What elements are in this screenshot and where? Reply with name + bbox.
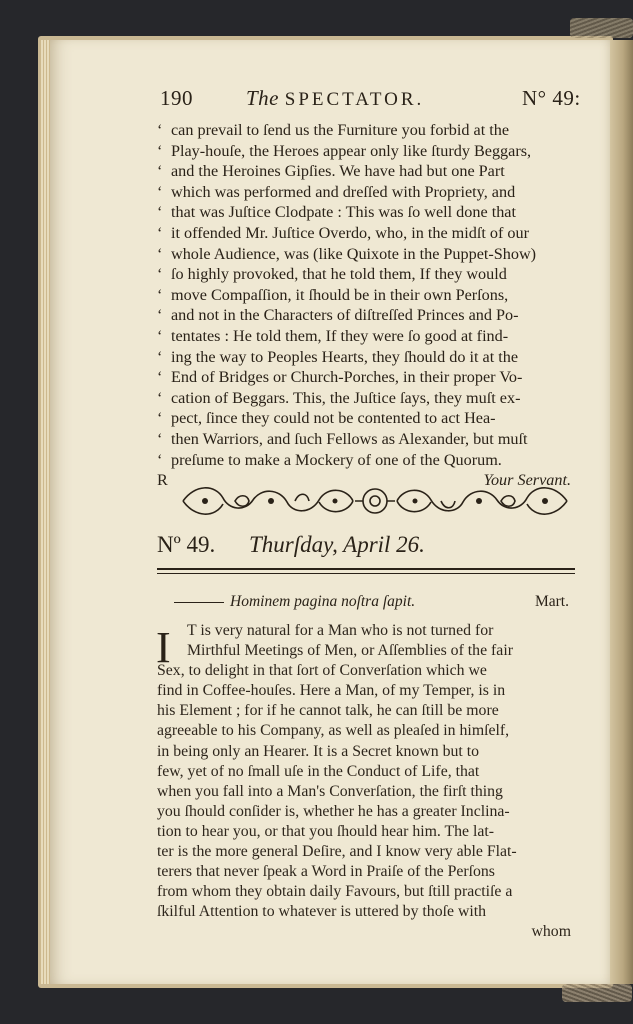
- essay-line: find in Coffee-houſes. Here a Man, of my Temper, is in: [157, 682, 506, 700]
- letter-line: ‘ can prevail to ſend us the Furniture you forbid at the: [157, 121, 510, 139]
- running-title-caps: SPECTATOR.: [284, 89, 425, 110]
- essay-line: ſkilful Attention to whatever is uttered by thoſe with: [157, 903, 487, 921]
- letter-line: ‘ tentates : He told them, If they were ſo good at find-: [157, 326, 509, 345]
- running-title: [246, 86, 424, 111]
- motto-source: Mart.: [534, 593, 569, 610]
- essay-line: T is very natural for a Man who is not turned for: [187, 622, 494, 639]
- essay-line: his Element ; for if he cannot talk, he can ſtill be more: [157, 702, 499, 720]
- letter-line: ‘ it offended Mr. Juſtice Overdo, who, in the midſt of our: [157, 223, 530, 242]
- running-title-prefix: The: [246, 86, 279, 110]
- issue-number: Nº 49.: [157, 532, 216, 557]
- drop-cap: I: [156, 623, 171, 672]
- page-edge: [608, 40, 633, 984]
- essay-line: Mirthful Meetings of Men, or Aſſemblies of the fair: [187, 642, 513, 660]
- essay-line: ter is the more general Deſire, and I know very able Flat-: [157, 843, 517, 861]
- binding-thread-top: [570, 18, 633, 38]
- letter-line: ‘ ſo highly provoked, that he told them, If they would: [157, 265, 507, 284]
- page-number: 190: [160, 86, 193, 110]
- motto-latin: Hominem pagina noſtra ſapit.: [230, 593, 416, 610]
- motto: [174, 593, 569, 611]
- essay-line: few, yet of no ſmall uſe in the Conduct of Life, that: [157, 762, 480, 780]
- letter-line: ‘ and not in the Characters of diſtreſſed Princes and Po-: [157, 306, 519, 325]
- heading-rule-thin: [157, 573, 575, 574]
- essay-text: [157, 621, 575, 943]
- letter-text: [157, 120, 583, 491]
- letter-line: ‘ Play-houſe, the Heroes appear only like ſturdy Beggars,: [157, 141, 532, 160]
- essay-line: Sex, to delight in that ſort of Converſation which we: [157, 662, 487, 680]
- letter-line: ‘ preſume to make a Mockery of one of the Quorum.: [157, 450, 502, 469]
- letter-line: ‘ move Compaſſion, it ſhould be in their own Perſons,: [157, 285, 509, 304]
- heading-rule-thick: [157, 568, 575, 570]
- letter-line: ‘ which was performed and dreſſed with Propriety, and: [157, 182, 516, 201]
- issue-heading: [157, 532, 425, 558]
- letter-line: ‘ ing the way to Peoples Hearts, they ſhould do it at the: [157, 347, 519, 366]
- essay-line: when you fall into a Man's Converſation, the firſt thing: [157, 782, 503, 800]
- signature-closing: Your Servant.: [483, 471, 571, 490]
- letter-line: ‘ cation of Beggars. This, the Juſtice ſays, they muſt ex-: [157, 388, 521, 407]
- signature-initial: R: [157, 471, 168, 490]
- motto-dash: [174, 602, 224, 603]
- essay-line: tion to hear you, or that you ſhould hear him. The lat-: [157, 822, 495, 840]
- essay-line: from whom they obtain daily Favours, but ſtill practiſe a: [157, 883, 513, 901]
- issue-number-header: N° 49:: [522, 86, 581, 110]
- catchword: whom: [531, 923, 571, 941]
- letter-line: ‘ that was Juſtice Clodpate : This was ſo well done that: [157, 203, 516, 222]
- binding-thread-bottom: [562, 984, 632, 1002]
- fore-edge: [40, 40, 50, 984]
- essay-line: in being only an Hearer. It is a Secret known but to: [157, 742, 480, 760]
- essay-line: terers that never ſpeak a Word in Praiſe of the Perſons: [157, 863, 495, 881]
- essay-line: you ſhould conſider is, whether he has a greater Inclina-: [157, 802, 510, 820]
- issue-date: Thurſday, April 26.: [249, 532, 425, 557]
- decorative-ornament: [175, 480, 575, 522]
- letter-line: ‘ whole Audience, was (like Quixote in the Puppet-Show): [157, 244, 537, 263]
- letter-line: ‘ and the Heroines Gipſies. We have had but one Part: [157, 162, 505, 181]
- letter-line: ‘ then Warriors, and ſuch Fellows as Alexander, but muſt: [157, 429, 528, 448]
- letter-line: ‘ pect, ſince they could not be contented to act Hea-: [157, 409, 496, 428]
- essay-line: agreeable to his Company, as well as pleaſed in himſelf,: [157, 722, 510, 740]
- letter-line: ‘ End of Bridges or Church-Porches, in their proper Vo-: [157, 368, 523, 387]
